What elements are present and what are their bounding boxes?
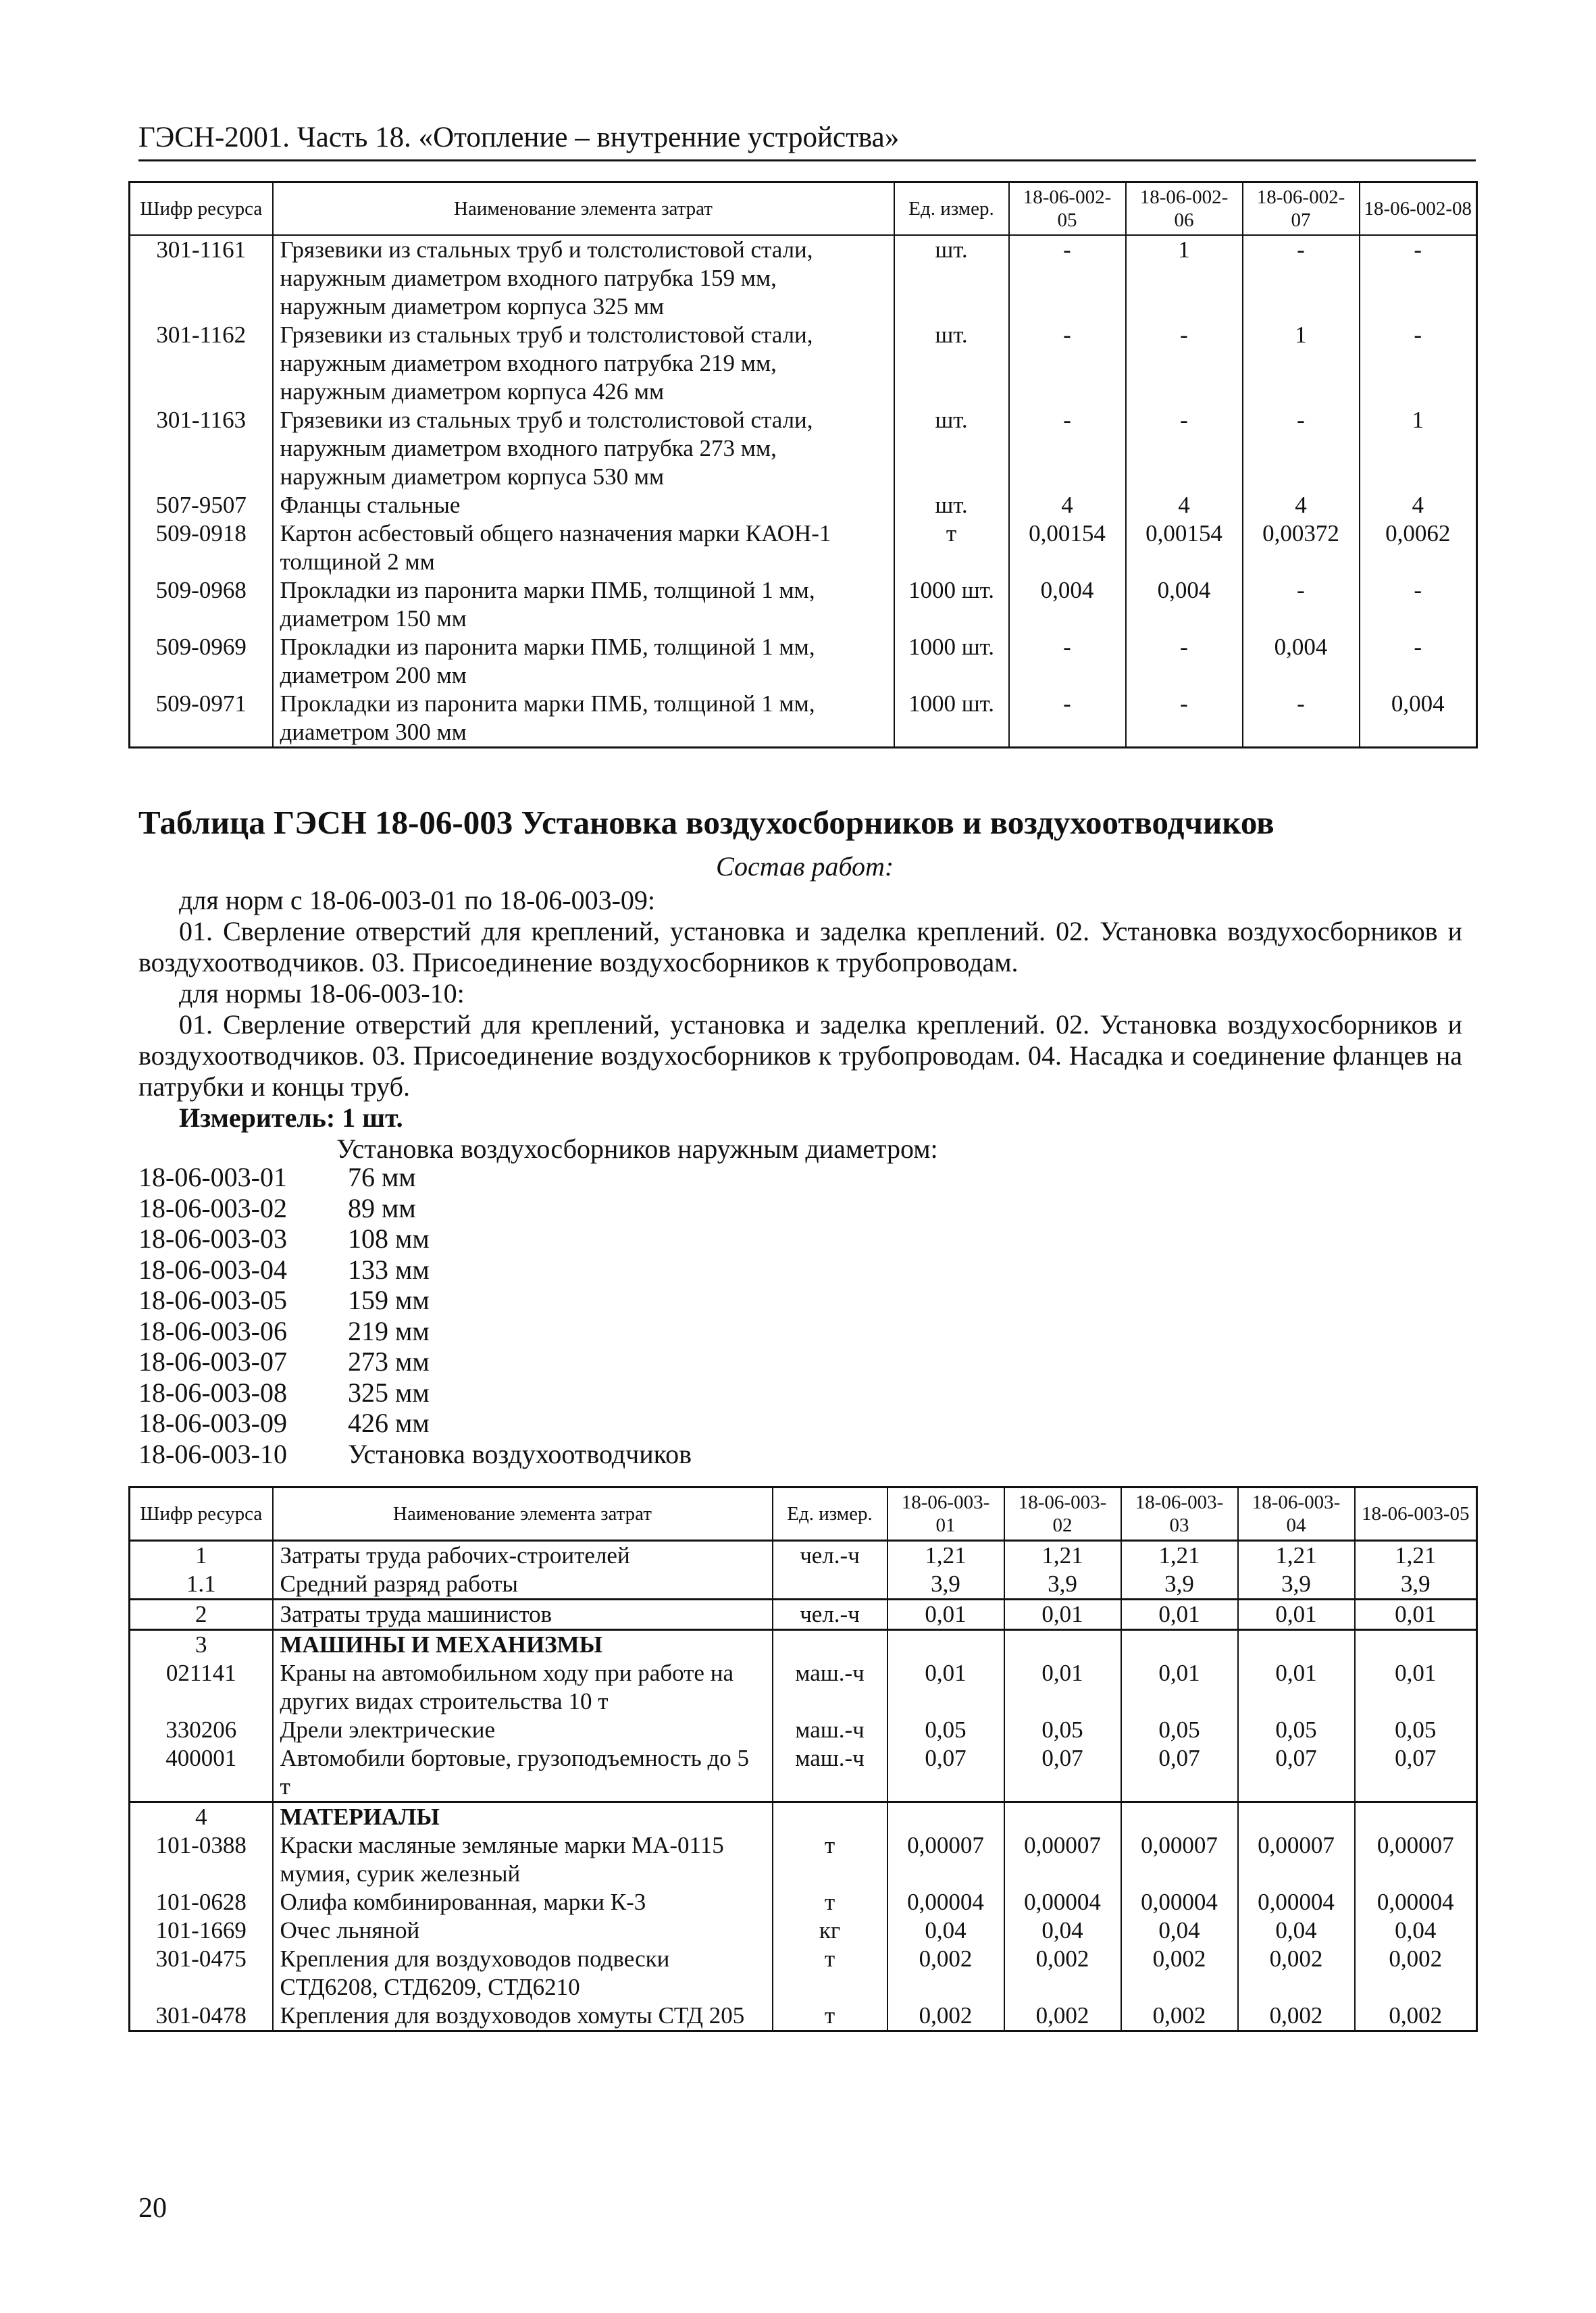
resource-name: Краны на автомобильном ходу при работе на других видах строительства 10 т [273,1659,773,1716]
resource-unit: 1000 шт. [894,690,1009,748]
resource-name: Грязевики из стальных труб и толстолистовой стали, наружным диаметром входного патрубка 273 мм, наружным диаметром корпуса 530 мм [273,406,894,491]
resource-value: 0,07 [1121,1744,1238,1802]
resource-code: 101-0388 [130,1831,273,1888]
resource-name: Картон асбестовый общего назначения марки КАОН-1 толщиной 2 мм [273,519,894,576]
resource-unit: т [773,1831,887,1888]
norm-codes-list [138,1162,692,1469]
resource-value: - [1243,690,1360,748]
column-header: 18-06-002-05 [1009,182,1126,236]
resource-name: Крепления для воздуховодов подвески СТД6208, СТД6209, СТД6210 [273,1945,773,2002]
resource-value: 0,002 [1121,2002,1238,2031]
resource-value: 0,002 [1121,1945,1238,2002]
norm-code: 18-06-003-05 [138,1285,287,1315]
resource-name: МАШИНЫ И МЕХАНИЗМЫ [273,1630,773,1660]
resource-value: - [1360,321,1477,406]
resource-value: 4 [1360,491,1477,519]
list-item [138,1439,692,1470]
list-item [138,1193,692,1224]
column-header: 18-06-003-03 [1121,1488,1238,1541]
resource-value: 0,004 [1243,633,1360,690]
section-title: Таблица ГЭСН 18-06-003 Установка воздухосборников и воздухоотводчиков [138,804,1275,841]
norm-description: 426 мм [348,1408,430,1438]
norm-code: 18-06-003-10 [138,1438,287,1469]
resource-value: 0,004 [1126,576,1243,633]
resource-value: - [1009,690,1126,748]
resource-value: 3,9 [887,1570,1004,1600]
norm-code: 18-06-003-07 [138,1346,287,1377]
resource-value: 0,00004 [887,1888,1004,1916]
resource-value: 0,00372 [1243,519,1360,576]
resource-value: 1,21 [1121,1541,1238,1571]
column-header: Наименование элемента затрат [273,1488,773,1541]
resource-unit: маш.-ч [773,1744,887,1802]
column-header: Шифр ресурса [130,182,273,236]
resource-value: - [1126,690,1243,748]
norms1-text: 01. Сверление отверстий для креплений, установка и заделка креплений. 02. Установка воздухосборников и воздухоотводчиков. 03. Присоединение воздухосборников к трубопроводам. [138,916,1462,977]
resource-value: 0,002 [1355,1945,1477,2002]
resource-value: 0,004 [1360,690,1477,748]
column-header: Шифр ресурса [130,1488,273,1541]
resource-value: 0,00007 [1355,1831,1477,1888]
resource-name: Прокладки из паронита марки ПМБ, толщиной 1 мм, диаметром 150 мм [273,576,894,633]
list-heading: Установка воздухосборников наружным диаметром: [336,1134,938,1164]
norms1-block [138,885,1462,1165]
resource-value [1004,1630,1121,1660]
norm-description: 108 мм [348,1223,430,1254]
resource-value: 0,00154 [1009,519,1126,576]
resource-code: 2 [130,1600,273,1630]
resource-value: 0,01 [1355,1659,1477,1716]
resource-value: 0,002 [887,2002,1004,2031]
table-row [130,1716,1477,1744]
resource-value: 1,21 [887,1541,1004,1571]
resource-value: - [1126,633,1243,690]
list-item [138,1285,692,1316]
norm-code: 18-06-003-06 [138,1315,287,1346]
resource-code: 330206 [130,1716,273,1744]
resource-name: Олифа комбинированная, марки К-3 [273,1888,773,1916]
resource-code: 101-0628 [130,1888,273,1916]
resource-value: 0,01 [1238,1659,1355,1716]
resource-code: 509-0971 [130,690,273,748]
page-number: 20 [138,2193,167,2224]
table-row [130,576,1477,633]
resource-value: 0,002 [1004,1945,1121,2002]
resource-value: - [1360,235,1477,321]
table-row [130,690,1477,748]
resource-name: Прокладки из паронита марки ПМБ, толщиной 1 мм, диаметром 300 мм [273,690,894,748]
column-header: 18-06-003-02 [1004,1488,1121,1541]
resource-value: 0,0062 [1360,519,1477,576]
resource-value: 0,00004 [1004,1888,1121,1916]
resource-value [1355,1802,1477,1832]
resource-value: 0,05 [1004,1716,1121,1744]
norm-code: 18-06-003-02 [138,1192,287,1223]
table-row [130,235,1477,321]
resource-table-1 [128,181,1478,748]
resource-value: 0,05 [1355,1716,1477,1744]
resource-value: 0,002 [1004,2002,1121,2031]
table-row [130,321,1477,406]
resource-value: 0,00004 [1355,1888,1477,1916]
resource-value: 1 [1243,321,1360,406]
resource-value [1004,1802,1121,1832]
column-header: 18-06-003-05 [1355,1488,1477,1541]
resource-value: 0,002 [1238,1945,1355,2002]
meter-label: Измеритель: 1 шт. [179,1102,403,1133]
resource-unit [773,1802,887,1832]
resource-value: 0,07 [1004,1744,1121,1802]
resource-value: - [1009,321,1126,406]
resource-name: Грязевики из стальных труб и толстолистовой стали, наружным диаметром входного патрубка 219 мм, наружным диаметром корпуса 426 мм [273,321,894,406]
resource-value: 0,05 [1238,1716,1355,1744]
resource-code: 1.1 [130,1570,273,1600]
norm-description: 273 мм [348,1346,430,1377]
resource-unit: чел.-ч [773,1541,887,1571]
resource-code: 101-1669 [130,1916,273,1945]
table-header-row [130,1488,1477,1541]
norm-description: Установка воздухоотводчиков [348,1438,692,1469]
list-item [138,1316,692,1347]
norm-code: 18-06-003-03 [138,1223,287,1254]
resource-unit: шт. [894,406,1009,491]
resource-unit [773,1630,887,1660]
resource-value: - [1243,576,1360,633]
resource-name: Автомобили бортовые, грузоподъемность до 5 т [273,1744,773,1802]
resource-name: Средний разряд работы [273,1570,773,1600]
table-row [130,2002,1477,2031]
resource-value: 3,9 [1121,1570,1238,1600]
resource-value: 3,9 [1238,1570,1355,1600]
resource-name: Крепления для воздуховодов хомуты СТД 205 [273,2002,773,2031]
resource-value: 1,21 [1355,1541,1477,1571]
resource-value: 0,002 [887,1945,1004,2002]
resource-value [887,1802,1004,1832]
column-header: Ед. измер. [894,182,1009,236]
resource-unit: 1000 шт. [894,576,1009,633]
resource-value: 0,07 [887,1744,1004,1802]
resource-unit: т [773,1945,887,2002]
section-subtitle: Состав работ: [716,851,894,882]
resource-value: - [1009,235,1126,321]
resource-value: 0,01 [1004,1659,1121,1716]
column-header: 18-06-003-04 [1238,1488,1355,1541]
resource-value: 0,04 [1004,1916,1121,1945]
column-header: Наименование элемента затрат [273,182,894,236]
norm-code: 18-06-003-01 [138,1162,287,1192]
list-item [138,1254,692,1286]
resource-value: 0,01 [1121,1600,1238,1630]
resource-value: 0,07 [1238,1744,1355,1802]
resource-unit: маш.-ч [773,1716,887,1744]
resource-value: 1,21 [1238,1541,1355,1571]
norm-description: 219 мм [348,1315,430,1346]
resource-name: Грязевики из стальных труб и толстолистовой стали, наружным диаметром входного патрубка 159 мм, наружным диаметром корпуса 325 мм [273,235,894,321]
resource-name: Затраты труда машинистов [273,1600,773,1630]
resource-table-2 [128,1486,1478,2032]
list-item [138,1377,692,1408]
list-item [138,1223,692,1254]
resource-value: 4 [1126,491,1243,519]
resource-value: 0,00004 [1238,1888,1355,1916]
resource-code: 4 [130,1802,273,1832]
resource-unit: т [773,2002,887,2031]
norm-description: 133 мм [348,1254,430,1285]
resource-value: - [1243,406,1360,491]
resource-value: - [1009,406,1126,491]
table-row [130,1659,1477,1716]
resource-code: 400001 [130,1744,273,1802]
column-header: 18-06-003-01 [887,1488,1004,1541]
resource-value: 0,002 [1355,2002,1477,2031]
column-header: 18-06-002-08 [1360,182,1477,236]
norm-code: 18-06-003-04 [138,1254,287,1285]
list-item [138,1346,692,1377]
resource-unit: шт. [894,235,1009,321]
resource-value: 0,05 [887,1716,1004,1744]
norms2-text: 01. Сверление отверстий для креплений, установка и заделка креплений. 02. Установка воздухосборников и воздухоотводчиков. 03. Присоединение воздухосборников к трубопроводам. 04. Насадка и соединение фланцев на патрубки и концы труб. [138,1009,1462,1102]
resource-value: 0,00007 [887,1831,1004,1888]
resource-value: 0,04 [1238,1916,1355,1945]
column-header: 18-06-002-06 [1126,182,1243,236]
norm-description: 89 мм [348,1192,416,1223]
resource-unit [773,1570,887,1600]
resource-value: 0,01 [1121,1659,1238,1716]
resource-code: 301-0478 [130,2002,273,2031]
resource-value: 0,00007 [1238,1831,1355,1888]
resource-value: - [1009,633,1126,690]
resource-name: Очес льняной [273,1916,773,1945]
resource-value: 1 [1126,235,1243,321]
resource-value: 0,05 [1121,1716,1238,1744]
norm-code: 18-06-003-08 [138,1377,287,1408]
table-header-row [130,182,1477,236]
resource-value: 0,04 [1355,1916,1477,1945]
resource-unit: т [894,519,1009,576]
resource-value: 3,9 [1355,1570,1477,1600]
resource-value [1238,1802,1355,1832]
table-row [130,1600,1477,1630]
resource-code: 507-9507 [130,491,273,519]
resource-value: 0,01 [887,1600,1004,1630]
table-row [130,406,1477,491]
list-item [138,1408,692,1439]
resource-value: - [1126,321,1243,406]
resource-value: 0,01 [1004,1600,1121,1630]
resource-unit: кг [773,1916,887,1945]
resource-code: 509-0968 [130,576,273,633]
resource-code: 301-1163 [130,406,273,491]
resource-unit: маш.-ч [773,1659,887,1716]
table-row [130,1831,1477,1888]
norm-description: 325 мм [348,1377,430,1408]
norm-description: 159 мм [348,1285,430,1315]
resource-unit: 1000 шт. [894,633,1009,690]
resource-value [1121,1802,1238,1832]
resource-value: 4 [1009,491,1126,519]
resource-name: Краски масляные земляные марки МА-0115 мумия, сурик железный [273,1831,773,1888]
resource-value: 0,00154 [1126,519,1243,576]
resource-unit: шт. [894,321,1009,406]
resource-value: 4 [1243,491,1360,519]
resource-value: - [1243,235,1360,321]
resource-value [887,1630,1004,1660]
table-row [130,491,1477,519]
norm-description: 76 мм [348,1162,416,1192]
resource-code: 301-0475 [130,1945,273,2002]
resource-unit: шт. [894,491,1009,519]
resource-value: 0,00007 [1004,1831,1121,1888]
column-header: 18-06-002-07 [1243,182,1360,236]
norm-code: 18-06-003-09 [138,1408,287,1438]
list-item [138,1162,692,1193]
column-header: Ед. измер. [773,1488,887,1541]
table-row [130,519,1477,576]
table-row [130,1916,1477,1945]
resource-code: 3 [130,1630,273,1660]
table-row [130,633,1477,690]
table-row [130,1541,1477,1571]
resource-name: Дрели электрические [273,1716,773,1744]
resource-code: 021141 [130,1659,273,1716]
resource-name: Фланцы стальные [273,491,894,519]
resource-value: - [1126,406,1243,491]
resource-value: 0,002 [1238,2002,1355,2031]
resource-code: 509-0969 [130,633,273,690]
resource-value: - [1360,633,1477,690]
resource-value: 0,01 [887,1659,1004,1716]
resource-value: 0,04 [1121,1916,1238,1945]
table-row [130,1630,1477,1660]
resource-value [1238,1630,1355,1660]
table-row [130,1945,1477,2002]
table-row [130,1570,1477,1600]
table-row [130,1744,1477,1802]
resource-code: 509-0918 [130,519,273,576]
resource-value [1121,1630,1238,1660]
table-row [130,1802,1477,1832]
resource-code: 1 [130,1541,273,1571]
resource-value: 0,004 [1009,576,1126,633]
resource-value: 1 [1360,406,1477,491]
resource-name: МАТЕРИАЛЫ [273,1802,773,1832]
resource-value: 0,01 [1238,1600,1355,1630]
resource-value: 1,21 [1004,1541,1121,1571]
resource-unit: т [773,1888,887,1916]
resource-value [1355,1630,1477,1660]
resource-value: 0,00004 [1121,1888,1238,1916]
resource-unit: чел.-ч [773,1600,887,1630]
resource-value: 0,01 [1355,1600,1477,1630]
resource-value: 0,07 [1355,1744,1477,1802]
resource-code: 301-1161 [130,235,273,321]
page-header: ГЭСН-2001. Часть 18. «Отопление – внутренние устройства» [138,120,1476,161]
resource-name: Затраты труда рабочих-строителей [273,1541,773,1571]
table-row [130,1888,1477,1916]
resource-value: - [1360,576,1477,633]
norms1-label: для норм с 18-06-003-01 по 18-06-003-09: [179,885,656,915]
resource-value: 0,00007 [1121,1831,1238,1888]
resource-code: 301-1162 [130,321,273,406]
resource-value: 0,04 [887,1916,1004,1945]
norms2-label: для нормы 18-06-003-10: [179,978,465,1009]
resource-value: 3,9 [1004,1570,1121,1600]
resource-name: Прокладки из паронита марки ПМБ, толщиной 1 мм, диаметром 200 мм [273,633,894,690]
